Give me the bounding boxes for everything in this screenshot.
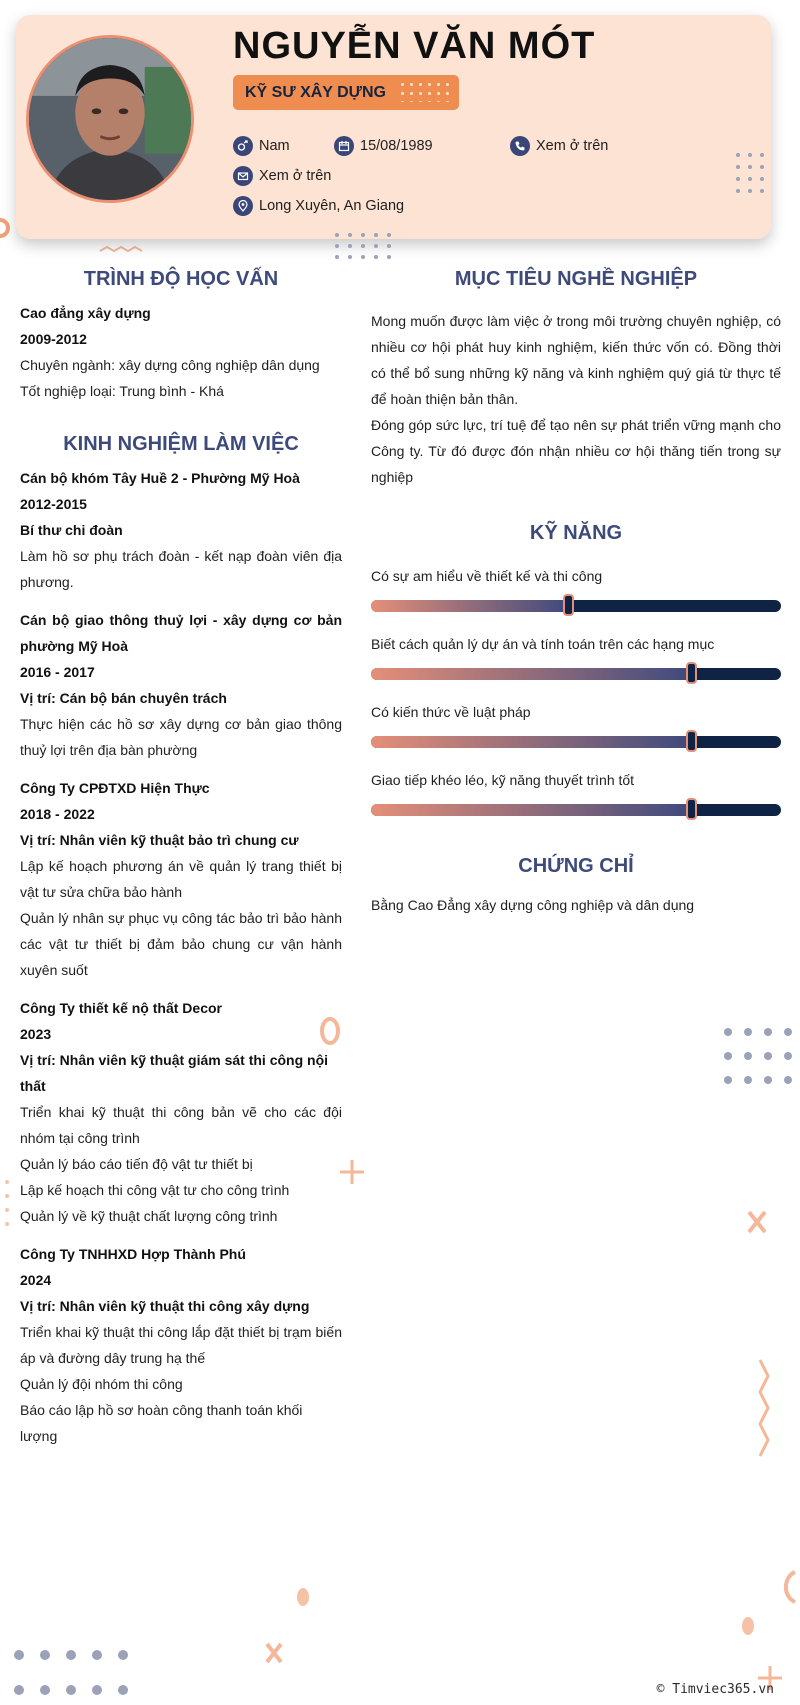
email-info — [233, 166, 331, 186]
job-task: Thực hiện các hồ sơ xây dựng cơ bản giao thông thuỷ lợi trên địa bàn phường — [20, 716, 342, 758]
job-entry — [20, 995, 342, 1229]
job-role: Vị trí: Nhân viên kỹ thuật thi công xây dựng — [20, 1298, 310, 1314]
badge-dots-decoration — [398, 80, 454, 102]
birthday-info — [334, 136, 433, 156]
job-company: Công Ty thiết kế nộ thất Decor — [20, 1000, 222, 1016]
job-entry — [20, 775, 342, 983]
phone-info — [510, 136, 608, 156]
phone-value: Xem ở trên — [536, 138, 609, 154]
gender-icon — [233, 136, 253, 156]
address-value: Long Xuyên, An Giang — [259, 198, 405, 214]
job-task: Triển khai kỹ thuật thi công bản vẽ cho các đội nhóm tại công trình — [20, 1104, 342, 1146]
education-grade: Tốt nghiệp loại: Trung bình - Khá — [20, 383, 224, 399]
job-task: Báo cáo lập hồ sơ hoàn công thanh toán khối lượng — [20, 1402, 303, 1444]
objective-paragraph: Đóng góp sức lực, trí tuệ để tạo nên sự phát triển vững mạnh cho Công ty. Từ đó được đón nhận nhiều cơ hội thăng tiến trong sự nghiệp — [371, 417, 781, 485]
skill-label: Giao tiếp khéo léo, kỹ năng thuyết trình tốt — [371, 772, 635, 788]
skill-knob — [686, 730, 697, 752]
certificates-section — [371, 892, 781, 918]
objective-paragraph: Mong muốn được làm việc ở trong môi trường chuyên nghiệp, có nhiều cơ hội phát huy kinh nghiệm, kiến thức vốn có. Đồng thời có thể bổ sung những kỹ năng và kinh nghiệm quý giá từ thực tế để hoàn thiện bản thân. — [371, 313, 781, 407]
skill-bar — [371, 600, 781, 612]
email-value: Xem ở trên — [259, 168, 332, 184]
job-company: Công Ty CPĐTXD Hiện Thực — [20, 780, 210, 796]
job-task: Quản lý về kỹ thuật chất lượng công trình — [20, 1208, 278, 1224]
experience-section — [20, 465, 342, 1449]
footer-watermark: © Timviec365.vn — [656, 1682, 774, 1697]
skill-fill — [371, 804, 691, 816]
job-role: Vị trí: Nhân viên kỹ thuật giám sát thi công nội thất — [20, 1052, 329, 1094]
certificate-item: Bằng Cao Đẳng xây dựng công nghiệp và dân dụng — [371, 897, 695, 913]
job-period: 2023 — [20, 1026, 52, 1042]
experience-heading: KINH NGHIỆM LÀM VIỆC — [63, 433, 299, 455]
job-role: Bí thư chi đoàn — [20, 522, 123, 538]
job-task: Quản lý đội nhóm thi công — [20, 1376, 183, 1392]
gender-info — [233, 136, 290, 156]
skill-label: Có kiến thức về luật pháp — [371, 704, 531, 720]
gender-value: Nam — [259, 138, 290, 154]
objective-section — [371, 308, 781, 490]
skill-label: Biết cách quản lý dự án và tính toán trên các hạng mục — [371, 636, 715, 652]
skills-heading: KỸ NĂNG — [529, 522, 623, 544]
job-task: Lập kế hoạch phương án về quản lý trang thiết bị vật tư sửa chữa bảo hành — [20, 858, 342, 900]
skill-knob — [686, 798, 697, 820]
header-bottom-dots-decoration — [334, 232, 396, 262]
skill-fill — [371, 600, 568, 612]
skill-fill — [371, 736, 691, 748]
skill-knob — [563, 594, 574, 616]
job-entry — [20, 1241, 342, 1449]
certificates-heading: CHỨNG CHỈ — [518, 855, 634, 877]
birthday-value: 15/08/1989 — [360, 138, 433, 154]
profile-photo — [29, 38, 191, 200]
skill-label: Có sự am hiểu về thiết kế và thi công — [371, 568, 603, 584]
email-icon — [233, 166, 253, 186]
job-entry — [20, 465, 342, 595]
address-info — [233, 196, 404, 216]
job-role: Vị trí: Cán bộ bán chuyên trách — [20, 690, 227, 706]
job-entry — [20, 607, 342, 763]
phone-icon — [510, 136, 530, 156]
skill-bar — [371, 804, 781, 816]
job-period: 2012-2015 — [20, 496, 87, 512]
header-dots-decoration — [735, 152, 765, 210]
skill-fill — [371, 668, 691, 680]
education-major: Chuyên ngành: xây dựng công nghiệp dân dụng — [20, 357, 320, 373]
job-company: Công Ty TNHHXD Hợp Thành Phú — [20, 1246, 246, 1262]
job-company: Cán bộ khóm Tây Huề 2 - Phường Mỹ Hoà — [20, 470, 300, 486]
job-title-badge — [233, 75, 459, 110]
job-task: Triển khai kỹ thuật thi công lắp đặt thiết bị trạm biến áp và đường dây trung hạ thế — [20, 1324, 342, 1366]
candidate-name: NGUYỄN VĂN MÓT — [233, 25, 596, 67]
objective-heading: MỤC TIÊU NGHỀ NGHIỆP — [454, 268, 698, 290]
education-school: Cao đẳng xây dựng — [20, 305, 151, 321]
job-task: Quản lý nhân sự phục vụ công tác bảo trì bảo hành các vật tư thiết bị đảm bảo chung cư vận hành xuyên suốt — [20, 910, 342, 978]
skill-bar — [371, 668, 781, 680]
job-task: Làm hồ sơ phụ trách đoàn - kết nạp đoàn viên địa phương. — [20, 548, 342, 590]
job-period: 2018 - 2022 — [20, 806, 95, 822]
job-period: 2016 - 2017 — [20, 664, 95, 680]
education-period: 2009-2012 — [20, 331, 87, 347]
job-role: Vị trí: Nhân viên kỹ thuật bảo trì chung cư — [20, 832, 299, 848]
location-pin-icon — [233, 196, 253, 216]
job-company: Cán bộ giao thông thuỷ lợi - xây dựng cơ bản phường Mỹ Hoà — [20, 612, 342, 654]
avatar — [26, 35, 194, 203]
skill-bar — [371, 736, 781, 748]
job-period: 2024 — [20, 1272, 52, 1288]
education-section — [20, 300, 342, 404]
job-task: Lập kế hoạch thi công vật tư cho công trình — [20, 1182, 290, 1198]
job-title: KỸ SƯ XÂY DỰNG — [245, 84, 386, 101]
calendar-icon — [334, 136, 354, 156]
skill-knob — [686, 662, 697, 684]
education-heading: TRÌNH ĐỘ HỌC VẤN — [83, 268, 279, 290]
job-task: Quản lý báo cáo tiến độ vật tư thiết bị — [20, 1156, 253, 1172]
